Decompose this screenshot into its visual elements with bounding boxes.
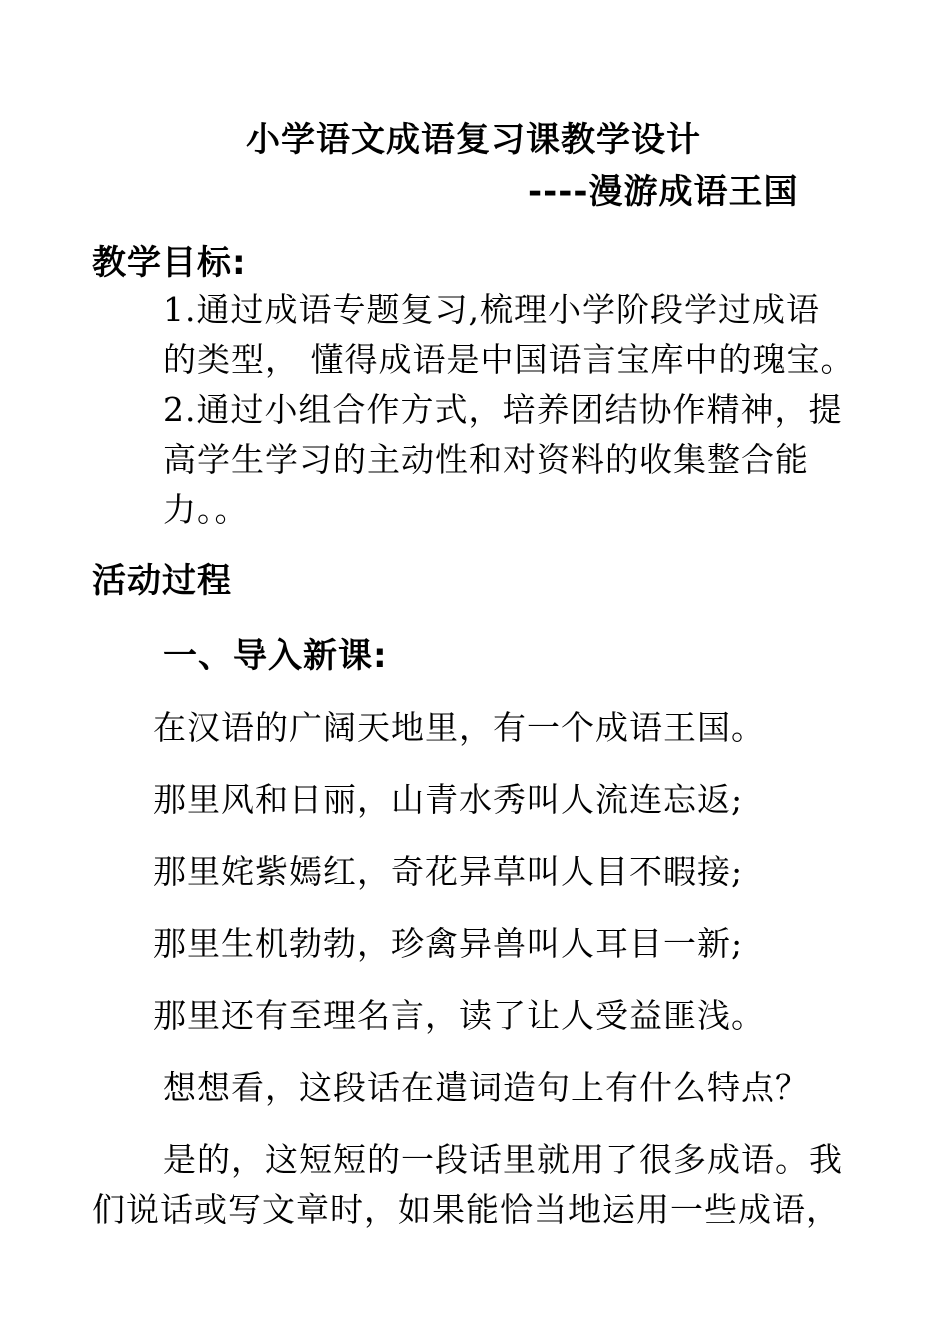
intro-line: 那里风和日丽，山青水秀叫人流连忘返;	[153, 780, 744, 819]
intro-line: 那里姹紫嫣红，奇花异草叫人目不暇接;	[153, 852, 744, 891]
objective-line: 力。。	[163, 490, 249, 529]
answer-line: 是的，这短短的一段话里就用了很多成语。我	[163, 1140, 843, 1179]
process-heading: 活动过程	[92, 561, 232, 601]
objective-line: 1.通过成语专题复习,梳理小学阶段学过成语	[163, 290, 820, 329]
intro-line: 那里生机勃勃，珍禽异兽叫人耳目一新;	[153, 924, 744, 963]
objective-line: 2.通过小组合作方式，培养团结协作精神，提	[163, 390, 843, 429]
question-line: 想想看，这段话在遣词造句上有什么特点？	[163, 1068, 809, 1107]
document-title: 小学语文成语复习课教学设计	[246, 120, 701, 160]
intro-line: 那里还有至理名言，读了让人受益匪浅。	[153, 996, 765, 1035]
objective-line: 高学生学习的主动性和对资料的收集整合能	[163, 440, 809, 479]
answer-line: 们说话或写文章时，如果能恰当地运用一些成语，	[92, 1190, 840, 1229]
objectives-heading: 教学目标:	[92, 243, 247, 283]
intro-line: 在汉语的广阔天地里，有一个成语王国。	[153, 708, 765, 747]
section-heading: 一、导入新课:	[163, 636, 388, 676]
document-subtitle: ----漫游成语王国	[528, 172, 799, 212]
objective-line: 的类型， 懂得成语是中国语言宝库中的瑰宝。	[163, 340, 855, 379]
